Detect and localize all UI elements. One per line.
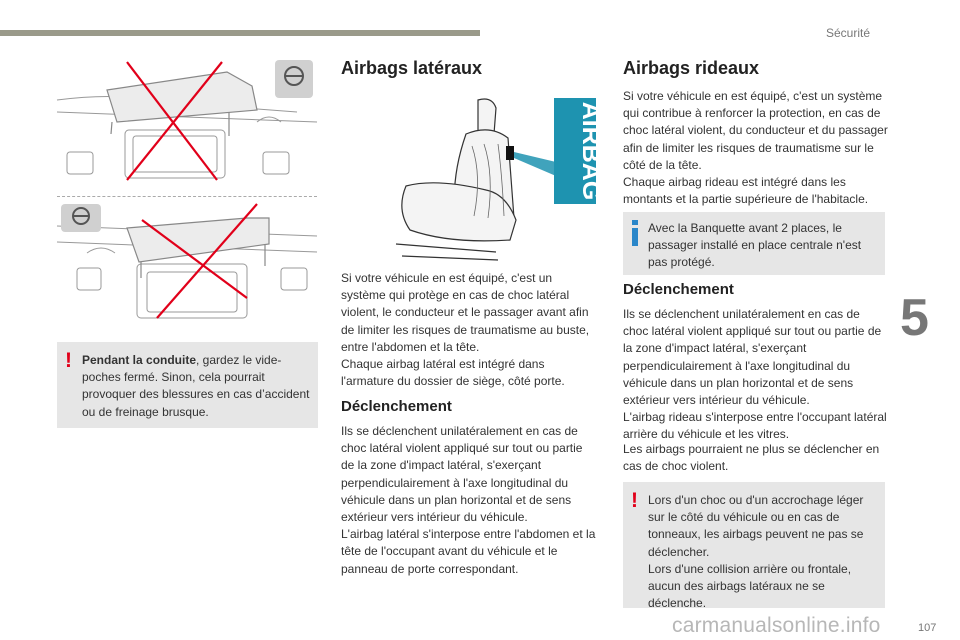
header-bar	[0, 30, 480, 36]
chapter-number: 5	[900, 289, 929, 347]
curtain-airbags-after-text: Les airbags pourraient ne plus se déclencher en cas de choc violent.	[623, 442, 880, 474]
glovebox-open-illustration-bottom	[57, 198, 317, 333]
seat-airbag-illustration	[366, 96, 605, 264]
warning-bold-label: Pendant la conduite	[82, 353, 197, 367]
glovebox-open-illustration-top	[57, 52, 317, 187]
curtain-airbags-intro: Si votre véhicule en est équipé, c'est un système qui contribue à renforcer la protection, en cas de choc latéral violent, du conducteur et du passager afin de limiter les risques de traumatisme sur le côté de la tête. Chaque airbag rideau est intégré dans les montants et la partie supérieure de l'habitacle.	[623, 89, 888, 207]
glovebox-warning-text	[82, 352, 310, 421]
watermark: carmanualsonline.info	[672, 614, 881, 637]
page-number: 107	[918, 622, 937, 634]
bench-info-text: Avec la Banquette avant 2 places, le passager installé en place centrale n'est pas protégé.	[648, 221, 862, 270]
warning-icon: !	[631, 489, 638, 512]
side-airbags-trigger-title: Déclenchement	[341, 398, 452, 415]
curtain-airbags-trigger-title: Déclenchement	[623, 281, 734, 298]
airbag-label-text: AIRBAG	[577, 101, 605, 201]
curtain-airbags-title: Airbags rideaux	[623, 58, 760, 78]
side-airbags-title: Airbags latéraux	[341, 58, 483, 78]
section-title: Sécurité	[826, 26, 871, 40]
curtain-airbags-trigger-text: Ils se déclenchent unilatéralement en cas de choc latéral violent appliqué sur tout ou partie de la zone d'impact latéral, s'exerçant perpendiculairement à l'axe longitudinal du véhicule dans un plan horizontal et de sens extérieur vers intérieur du véhicule. L'airbag rideau s'interpose entre l'occupant latéral arrière du véhicule et les vitres.	[623, 307, 887, 442]
illustration-divider	[57, 196, 317, 197]
warning-icon: !	[65, 349, 72, 372]
side-airbags-trigger-text: Ils se déclenchent unilatéralement en cas de choc latéral violent appliqué sur tout ou partie de la zone d'impact latéral, s'exerçant perpendiculairement à l'axe longitudinal du véhicule dans un plan horizontal et de sens extérieur vers intérieur du véhicule. L'airbag latéral s'interpose entre l'abdomen et la tête de l'occupant avant du véhicule et le panneau de porte correspondant.	[341, 424, 596, 576]
info-icon	[632, 220, 638, 246]
side-airbags-intro: Si votre véhicule en est équipé, c'est un système qui protège en cas de choc latéral violent, le conducteur et le passager avant afin de limiter les risques de traumatisme au buste, entre l'abdomen et la tête. Chaque airbag latéral est intégré dans l'armature du dossier de siège, côté porte.	[341, 271, 590, 389]
glovebox-warning-box	[57, 342, 318, 428]
bench-info-box	[623, 212, 885, 275]
warning-body-text: , gardez le vide-poches fermé. Sinon, cela pourrait provoquer des blessures en cas d’accident ou de freinage brusque.	[82, 353, 310, 419]
curtain-airbags-warning-box	[623, 482, 885, 611]
curtain-airbags-warning-text: Lors d'un choc ou d'un accrochage léger sur le côté du véhicule ou en cas de tonneaux, les airbags peuvent ne pas se déclencher. Lors d'une collision arrière ou frontale, aucun des airbags latéraux ne se déclenche.	[648, 493, 864, 611]
